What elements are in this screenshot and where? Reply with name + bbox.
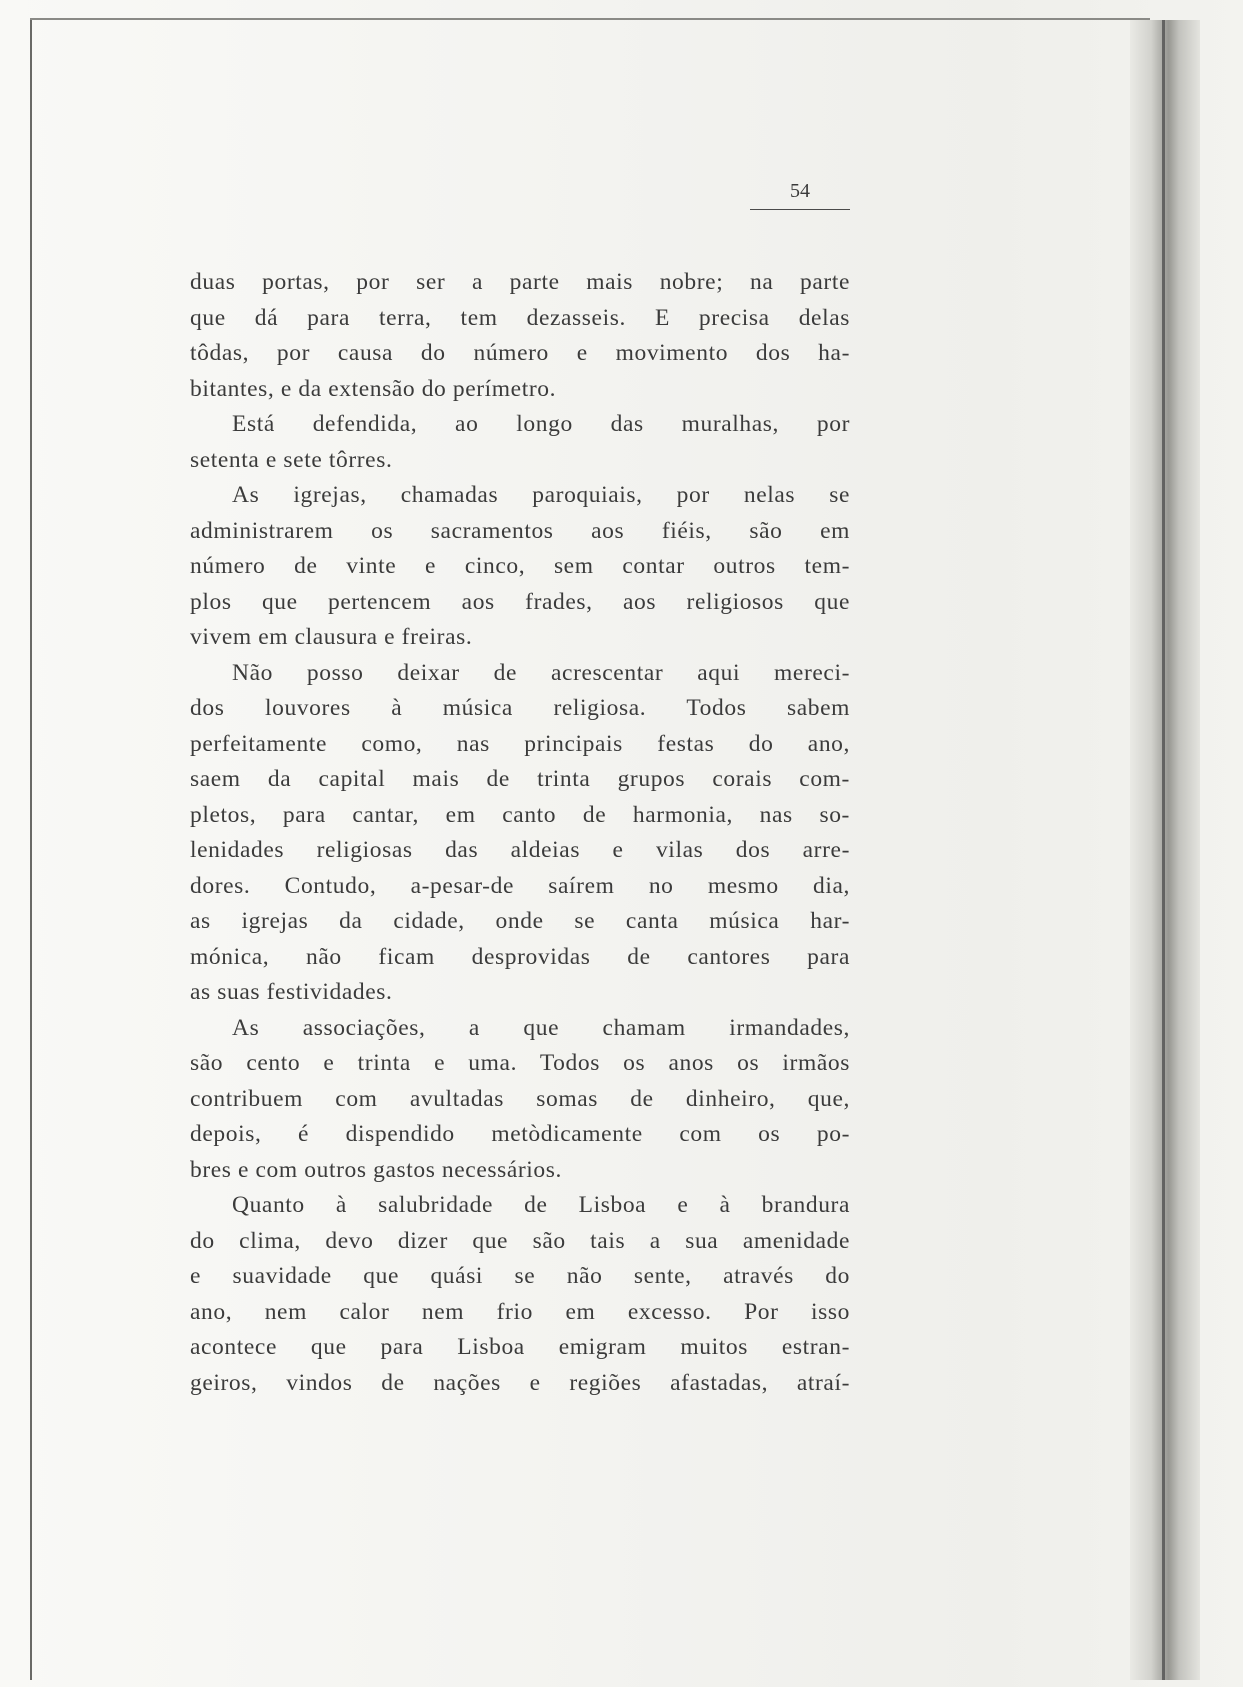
text-line: do clima, devo dizer que são tais a sua amenidade (190, 1227, 850, 1254)
text-line: Está defendida, ao longo das muralhas, por (232, 411, 850, 437)
text-line: contribuem com avultadas somas de dinheiro, que, (190, 1085, 850, 1112)
text-line: dores. Contudo, a-pesar-de saírem no mesmo dia, (190, 872, 850, 899)
sheet-top-edge (30, 18, 1150, 20)
text-line: As associações, a que chamam irmandades, (232, 1014, 850, 1041)
page-number: 54 (790, 180, 810, 202)
text-line: bres e com outros gastos necessários. (190, 1156, 563, 1183)
page-body-text (190, 265, 850, 1401)
text-line: depois, é dispendido metòdicamente com os po- (190, 1121, 850, 1147)
page-number-rule (750, 209, 850, 210)
text-line: ano, nem calor nem frio em excesso. Por isso (190, 1298, 850, 1325)
text-line: lenidades religiosas das aldeias e vilas dos arre- (190, 837, 850, 863)
text-line: que dá para terra, tem dezasseis. E precisa delas (190, 304, 850, 331)
text-line: são cento e trinta e uma. Todos os anos os irmãos (190, 1050, 850, 1076)
sheet-right-edge-shadow (1130, 20, 1200, 1680)
text-line: acontece que para Lisboa emigram muitos estran- (190, 1334, 850, 1360)
sheet-right-edge-line (1162, 20, 1165, 1680)
text-line: saem da capital mais de trinta grupos corais com- (190, 766, 850, 792)
text-line: duas portas, por ser a parte mais nobre; na parte (190, 269, 850, 295)
text-line: vivem em clausura e freiras. (190, 624, 473, 650)
text-line: número de vinte e cinco, sem contar outros tem- (190, 553, 850, 579)
text-line: e suavidade que quási se não sente, através do (190, 1263, 850, 1289)
page-header (750, 180, 850, 210)
text-line: bitantes, e da extensão do perímetro. (190, 375, 557, 402)
text-line: As igrejas, chamadas paroquiais, por nelas se (232, 482, 850, 508)
text-line: perfeitamente como, nas principais festas do ano, (190, 730, 850, 757)
text-line: pletos, para cantar, em canto de harmonia, nas so- (190, 801, 850, 828)
text-line: geiros, vindos de nações e regiões afastadas, atraí- (190, 1369, 850, 1396)
text-line: as igrejas da cidade, onde se canta música har- (190, 908, 850, 934)
text-line: tôdas, por causa do número e movimento dos ha- (190, 340, 850, 366)
text-line: Quanto à salubridade de Lisboa e à brandura (232, 1192, 850, 1218)
text-line: mónica, não ficam desprovidas de cantores para (190, 943, 850, 970)
text-line: Não posso deixar de acrescentar aqui mereci- (232, 659, 850, 686)
text-line: administrarem os sacramentos aos fiéis, são em (190, 517, 850, 544)
sheet-left-edge (30, 20, 32, 1680)
text-line: as suas festividades. (190, 979, 393, 1005)
text-line: plos que pertencem aos frades, aos religiosos que (190, 588, 850, 615)
text-line: dos louvores à música religiosa. Todos sabem (190, 695, 850, 721)
text-line: setenta e sete tôrres. (190, 446, 393, 473)
